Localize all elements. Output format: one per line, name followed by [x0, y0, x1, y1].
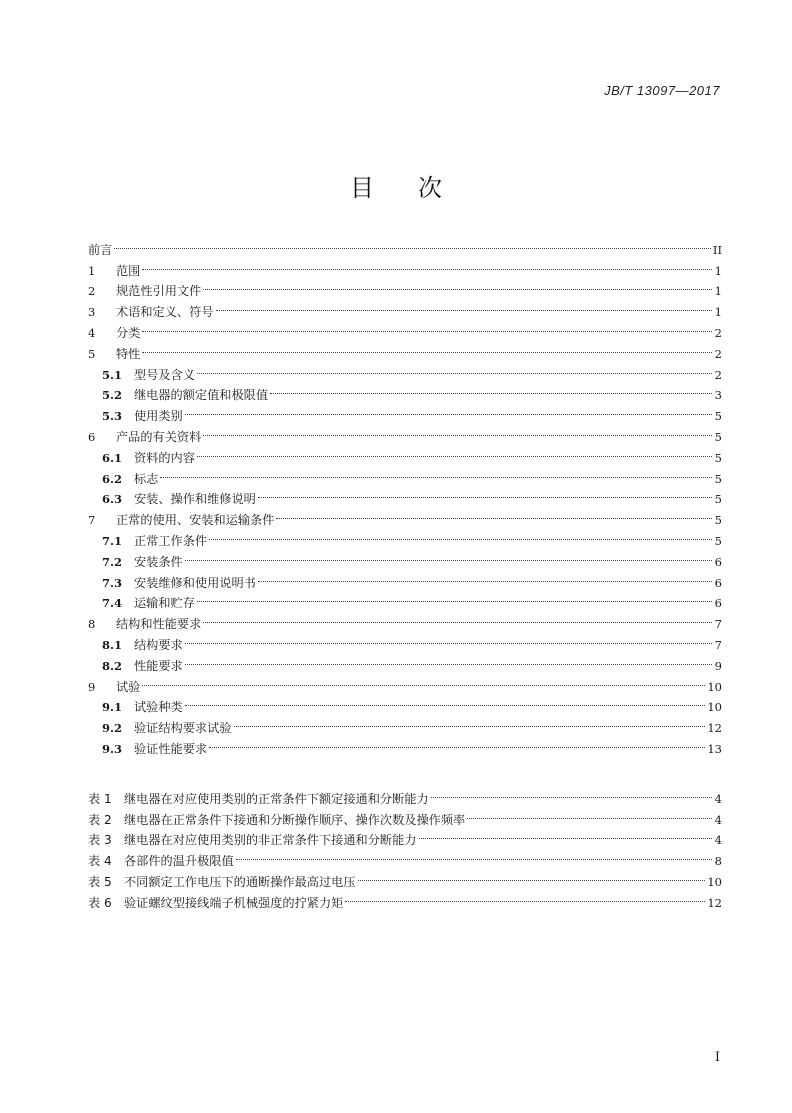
- entry-number: 8.1: [102, 637, 123, 652]
- dot-leader: [345, 886, 705, 907]
- toc-entry[interactable]: [88, 316, 722, 340]
- entry-number: 表 2: [88, 812, 112, 827]
- entry-page-number: 10: [707, 679, 722, 694]
- table-list-entry[interactable]: [88, 782, 722, 806]
- entry-label: 继电器在对应使用类别的非正常条件下接通和分断能力: [124, 833, 417, 848]
- dot-leader: [142, 670, 705, 691]
- dot-leader: [419, 824, 713, 845]
- entry-label: 术语和定义、符号: [116, 305, 214, 320]
- entry-page-number: II: [712, 242, 722, 257]
- entry-number: 1: [88, 263, 96, 278]
- dot-leader: [467, 803, 712, 824]
- entry-number: 5: [88, 346, 96, 361]
- dot-leader: [270, 379, 712, 400]
- entry-page-number: 5: [714, 471, 722, 486]
- entry-number: 8.2: [102, 658, 123, 673]
- dot-leader: [203, 607, 712, 628]
- entry-label: 分类: [116, 325, 141, 340]
- entry-number: 8: [88, 617, 96, 632]
- entry-page-number: 7: [714, 617, 722, 632]
- entry-label: 安装维修和使用说明书: [134, 575, 256, 590]
- entry-label: 运输和贮存: [134, 596, 195, 611]
- entry-number: 7.4: [102, 596, 123, 611]
- list-of-tables: [88, 782, 722, 910]
- entry-page-number: 2: [714, 367, 722, 382]
- entry-label: 验证性能要求: [134, 741, 208, 756]
- toc-entry[interactable]: [88, 275, 722, 299]
- entry-label: 资料的内容: [134, 450, 195, 465]
- entry-page-number: 12: [707, 721, 722, 736]
- entry-number: 5.3: [102, 409, 123, 424]
- entry-label: 范围: [116, 263, 141, 278]
- entry-number: 7.2: [102, 554, 123, 569]
- dot-leader: [216, 295, 713, 316]
- entry-page-number: 3: [714, 388, 722, 403]
- entry-label: 结构要求: [134, 637, 183, 652]
- entry-page-number: 12: [707, 895, 722, 910]
- entry-label: 继电器的额定值和极限值: [134, 388, 269, 403]
- dot-leader: [209, 732, 705, 753]
- entry-label: 标志: [134, 471, 159, 486]
- entry-number: 6.2: [102, 471, 123, 486]
- entry-page-number: 10: [707, 700, 722, 715]
- toc-subentry[interactable]: [88, 462, 722, 486]
- entry-number: 2: [88, 284, 96, 299]
- entry-label: 正常工作条件: [134, 533, 208, 548]
- entry-page-number: 4: [714, 791, 722, 806]
- standard-code: JB/T 13097—2017: [604, 83, 720, 98]
- entry-number: 表 5: [88, 874, 112, 889]
- entry-page-number: 4: [714, 833, 722, 848]
- entry-page-number: 5: [714, 429, 722, 444]
- entry-page-number: 4: [714, 812, 722, 827]
- entry-number: 6: [88, 429, 96, 444]
- entry-label: 规范性引用文件: [116, 284, 202, 299]
- toc-entry[interactable]: [88, 254, 722, 278]
- page-title: 目次: [350, 174, 486, 202]
- toc-subentry[interactable]: [88, 711, 722, 736]
- dot-leader: [185, 649, 712, 670]
- toc-subentry[interactable]: [88, 483, 722, 507]
- entry-page-number: 5: [714, 409, 722, 424]
- entry-number: 9.2: [102, 721, 123, 736]
- entry-page-number: 6: [714, 596, 722, 611]
- entry-number: 6.3: [102, 492, 123, 507]
- dot-leader: [197, 441, 712, 462]
- entry-number: 9.3: [102, 741, 123, 756]
- entry-label: 安装、操作和维修说明: [134, 492, 256, 507]
- dot-leader: [209, 524, 712, 545]
- dot-leader: [258, 566, 712, 587]
- entry-label: 结构和性能要求: [116, 617, 202, 632]
- entry-page-number: 1: [714, 305, 722, 320]
- dot-leader: [114, 233, 711, 254]
- toc-entry[interactable]: [88, 337, 722, 361]
- entry-label: 各部件的温升极限值: [124, 854, 234, 869]
- entry-page-number: 1: [714, 263, 722, 278]
- entry-number: 表 3: [88, 833, 112, 848]
- entry-label: 验证螺纹型接线端子机械强度的拧紧力矩: [124, 895, 344, 910]
- entry-label: 继电器在对应使用类别的正常条件下额定接通和分断能力: [124, 791, 429, 806]
- entry-page-number: 5: [714, 492, 722, 507]
- entry-label: 特性: [116, 346, 141, 361]
- dot-leader: [258, 483, 712, 504]
- entry-number: 7.1: [102, 533, 123, 548]
- entry-page-number: 2: [714, 346, 722, 361]
- dot-leader: [203, 275, 712, 296]
- entry-number: 表 6: [88, 895, 112, 910]
- dot-leader: [197, 587, 712, 608]
- dot-leader: [185, 545, 712, 566]
- entry-page-number: 6: [714, 575, 722, 590]
- entry-number: 4: [88, 325, 96, 340]
- entry-number: 9: [88, 679, 96, 694]
- entry-page-number: 9: [714, 658, 722, 673]
- dot-leader: [431, 782, 712, 803]
- entry-label: 正常的使用、安装和运输条件: [116, 513, 275, 528]
- entry-number: 5.1: [102, 367, 123, 382]
- toc-entry[interactable]: [88, 233, 722, 257]
- dot-leader: [203, 420, 712, 441]
- toc-subentry[interactable]: [88, 358, 722, 382]
- dot-leader: [358, 865, 706, 886]
- page-number: I: [714, 1050, 720, 1065]
- entry-number: 6.1: [102, 450, 123, 465]
- toc-subentry[interactable]: [88, 691, 722, 715]
- toc-subentry[interactable]: [88, 649, 722, 673]
- entry-number: 7: [88, 513, 96, 528]
- dot-leader: [197, 358, 712, 379]
- dot-leader: [276, 503, 712, 524]
- entry-label: 性能要求: [134, 658, 183, 673]
- entry-page-number: 6: [714, 554, 722, 569]
- entry-label: 试验种类: [134, 700, 183, 715]
- dot-leader: [142, 316, 712, 337]
- dot-leader: [142, 254, 712, 275]
- entry-label: 验证结构要求试验: [134, 721, 232, 736]
- entry-page-number: 8: [714, 854, 722, 869]
- entry-number: 5.2: [102, 388, 123, 403]
- entry-page-number: 5: [714, 513, 722, 528]
- entry-label: 不同额定工作电压下的通断操作最高过电压: [124, 874, 356, 889]
- entry-label: 使用类别: [134, 409, 183, 424]
- entry-label: 试验: [116, 679, 141, 694]
- entry-page-number: 2: [714, 325, 722, 340]
- entry-label: 前言: [88, 242, 113, 257]
- entry-label: 继电器在正常条件下接通和分断操作顺序、操作次数及操作频率: [124, 812, 466, 827]
- entry-page-number: 7: [714, 637, 722, 652]
- dot-leader: [185, 628, 712, 649]
- entry-number: 表 4: [88, 854, 112, 869]
- entry-label: 安装条件: [134, 554, 183, 569]
- entry-number: 表 1: [88, 791, 112, 806]
- entry-label: 型号及含义: [134, 367, 195, 382]
- dot-leader: [185, 691, 706, 712]
- entry-number: 7.3: [102, 575, 123, 590]
- entry-page-number: 5: [714, 533, 722, 548]
- entry-page-number: 10: [707, 874, 722, 889]
- dot-leader: [185, 399, 712, 420]
- table-of-contents: [88, 233, 722, 756]
- entry-page-number: 1: [714, 284, 722, 299]
- toc-entry[interactable]: [88, 670, 722, 694]
- entry-label: 产品的有关资料: [116, 429, 202, 444]
- dot-leader: [142, 337, 712, 358]
- dot-leader: [160, 462, 712, 483]
- toc-entry[interactable]: [88, 420, 722, 444]
- dot-leader: [234, 711, 706, 732]
- dot-leader: [236, 844, 712, 865]
- entry-number: 9.1: [102, 700, 123, 715]
- entry-number: 3: [88, 305, 96, 320]
- toc-subentry[interactable]: [88, 566, 722, 590]
- entry-page-number: 13: [707, 741, 722, 756]
- entry-page-number: 5: [714, 450, 722, 465]
